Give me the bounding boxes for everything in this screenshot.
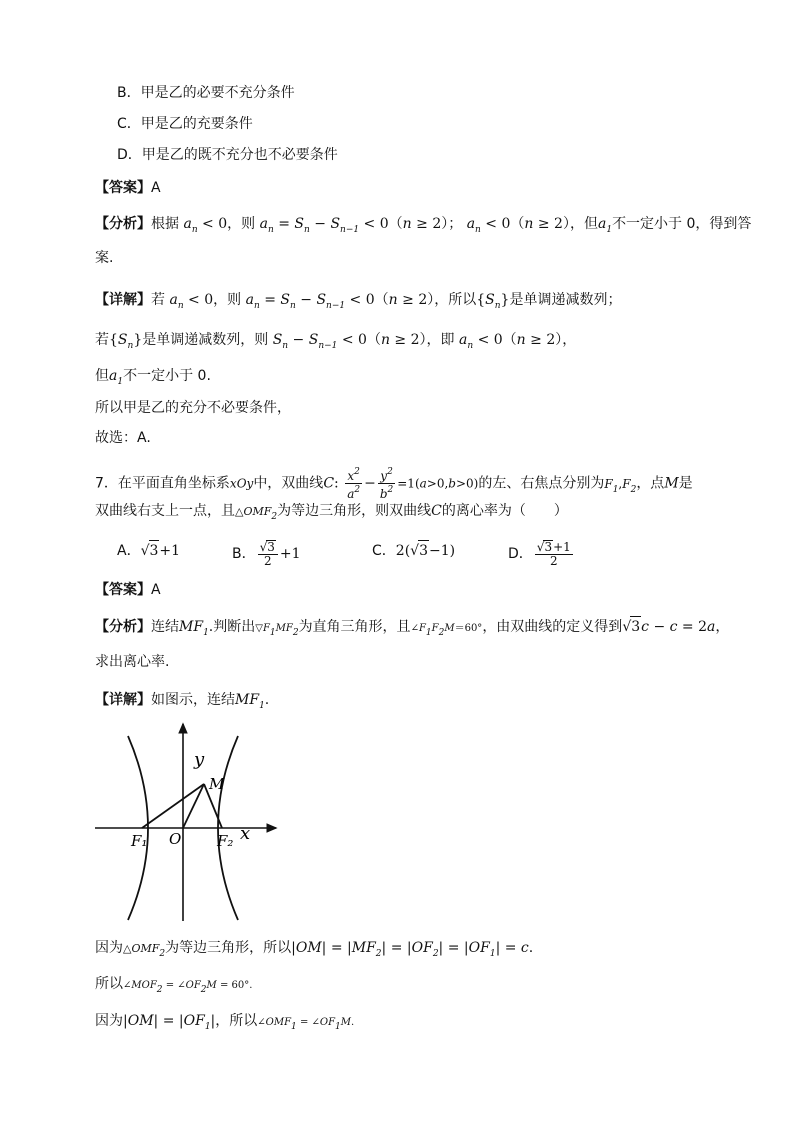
text: 的左、右焦点分别为 xyxy=(478,475,605,492)
text: ，所以 xyxy=(215,1013,258,1029)
q7-analysis xyxy=(95,616,729,643)
text: 不一定小于 0. xyxy=(123,368,211,384)
formula: C xyxy=(431,503,442,519)
text: B． xyxy=(232,546,256,562)
q7-detail-line-1 xyxy=(95,938,533,964)
text: 因为 xyxy=(95,1013,123,1029)
text: C． xyxy=(372,543,396,559)
formula: ∠MOF2 = ∠OF2M = 60°. xyxy=(123,980,253,995)
formula: ∠F1F2M＝60° xyxy=(410,623,483,638)
formula: $|OM| = |OF_1|$ xyxy=(123,1013,216,1032)
text: ，点 xyxy=(636,475,665,492)
formula: $|OM| = |MF_2| = |OF_2| = |OF_1| = c$. xyxy=(291,940,534,959)
formula: $a_n = S_n - S_{n-1} < 0$ xyxy=(259,216,389,235)
label-f1: F₁ xyxy=(131,832,148,850)
text: 所以 xyxy=(95,976,123,992)
text: 双曲线右支上一点，且 xyxy=(95,503,235,519)
text: A． xyxy=(117,543,141,559)
formula: $a_n < 0$ xyxy=(466,216,511,235)
label-m: M xyxy=(209,775,225,793)
text: ， xyxy=(715,619,730,635)
q7-answer xyxy=(95,580,161,600)
q6-analysis-cont: 案. xyxy=(95,250,114,266)
formula: $a_n = S_n - S_{n-1} < 0$ xyxy=(245,292,375,311)
text: ； xyxy=(448,216,463,232)
label-x: x xyxy=(240,823,251,844)
text: 为等边三角形，所以 xyxy=(165,940,292,956)
text: ，即 xyxy=(426,332,455,348)
label-f2: F₂ xyxy=(217,832,234,850)
formula: 2(√3−1) xyxy=(396,543,455,559)
text: 若 xyxy=(95,332,109,348)
text: 如图示，连结 xyxy=(151,692,235,708)
formula: $a_1$ xyxy=(597,216,613,235)
detail-tag: 【详解】 xyxy=(95,292,151,308)
segment-f1-m xyxy=(142,784,204,828)
q6-detail: 【详解】若 $a_n < 0$，则 $a_n = S_n - S_{n-1} < 0(n \ge 2)$，所以$\{S_n\}$是单调递减数列； xyxy=(95,292,622,311)
q7-detail xyxy=(95,690,269,716)
text: 的离心率为（ ） xyxy=(441,503,568,519)
text: 是 xyxy=(678,475,693,492)
formula: $MF_1$ xyxy=(179,619,209,638)
formula: $S_n - S_{n-1} < 0$ xyxy=(272,332,367,351)
formula: ∠OMF1 = ∠OF1M. xyxy=(257,1017,355,1032)
q7-detail-line-3 xyxy=(95,1011,354,1037)
formula: $MF_1$ xyxy=(235,692,265,711)
text: ，则 xyxy=(227,216,256,232)
q6-detail-2: 若$\{S_n\}$是单调递减数列，则 $S_n - S_{n-1} < 0(n \ge 2)$，即 $a_n < 0(n \ge 2)$， xyxy=(95,332,577,351)
answer-tag: 【答案】 xyxy=(95,180,151,196)
answer-value: A xyxy=(151,180,161,196)
formula: C xyxy=(323,475,335,492)
fraction: $\frac{y^2}{b^2}$ xyxy=(379,467,394,501)
formula: $a_n < 0$ xyxy=(169,292,214,311)
formula: M xyxy=(664,475,679,492)
formula: $a_1$ xyxy=(109,368,124,387)
text: 中，双曲线 xyxy=(253,475,324,492)
text: 为等边三角形，则双曲线 xyxy=(277,503,432,519)
formula: $a_n < 0$ xyxy=(183,216,228,235)
q7-option-b: B． $\frac{√3}{2}$ +1 xyxy=(232,540,301,568)
analysis-tag: 【分析】 xyxy=(95,619,151,635)
text: ，由双曲线的定义得到 xyxy=(482,619,623,635)
text: 因为 xyxy=(95,940,123,956)
q7-analysis-cont: 求出离心率. xyxy=(95,654,170,670)
text: 为直角三角形，且 xyxy=(298,619,411,635)
text: 不一定小于 0，得到答 xyxy=(612,216,752,232)
option-b: B．甲是乙的必要不充分条件 xyxy=(117,85,295,101)
text: ，但 xyxy=(569,216,598,232)
text: .判断出 xyxy=(208,619,256,635)
formula: ▽F1MF2 xyxy=(255,623,299,638)
q6-detail-3 xyxy=(95,366,211,392)
label-o: O xyxy=(169,830,182,848)
formula: $\{S_n\}$ xyxy=(476,292,510,311)
fraction: $\frac{√3}{2}$ xyxy=(258,540,278,568)
formula: $\{S_n\}$ xyxy=(109,332,143,351)
q7-option-a xyxy=(117,540,180,561)
q6-answer xyxy=(95,178,161,198)
q7-detail-line-2 xyxy=(95,974,252,1000)
text: 但 xyxy=(95,368,109,384)
q6-detail-4: 所以甲是乙的充分不必要条件， xyxy=(95,400,291,416)
text: 连结 xyxy=(151,619,179,635)
formula: $\triangle OMF_2$ xyxy=(123,942,166,959)
label-y: y xyxy=(194,749,205,770)
option-d: D．甲是乙的既不充分也不必要条件 xyxy=(117,147,338,163)
answer-tag: 【答案】 xyxy=(95,582,151,598)
text: ， xyxy=(562,332,577,348)
fraction: $\frac{x^2}{a^2}$ xyxy=(347,467,361,501)
formula: $\triangle OMF_2$ xyxy=(235,505,278,522)
option-c: C．甲是乙的充要条件 xyxy=(117,116,253,132)
text: 根据 xyxy=(151,216,179,232)
formula: $F_1,F_2$ xyxy=(604,476,637,495)
text: 若 xyxy=(151,292,165,308)
text: ，则 xyxy=(213,292,242,308)
q7-option-c xyxy=(372,540,455,561)
answer-value: A xyxy=(151,582,161,598)
formula: xOy xyxy=(229,476,254,491)
hyperbola-figure xyxy=(90,718,290,923)
text: 7．在平面直角坐标系 xyxy=(95,475,230,492)
formula: √3+1 xyxy=(141,543,180,559)
detail-tag: 【详解】 xyxy=(95,692,151,708)
text: D． xyxy=(508,546,533,562)
text: . xyxy=(264,692,270,708)
formula: $a_n < 0$ xyxy=(458,332,503,351)
formula: √3c − c = 2a xyxy=(622,619,715,635)
text: ，所以 xyxy=(434,292,477,308)
fraction: $\frac{√3+1}{2}$ xyxy=(536,540,571,568)
q7-stem-2 xyxy=(95,501,568,527)
q7-stem: 7．在平面直角坐标系xOy中，双曲线C: $\frac{x^2}{a^2}$ − $\frac{y^2}{b^2}$ =1(a>0,b>0)的左、右焦点分别为$F_1,F_2$，点M是 xyxy=(95,467,693,501)
text: 是单调递减数列，则 xyxy=(142,332,269,348)
q7-option-d xyxy=(508,540,575,568)
analysis-tag: 【分析】 xyxy=(95,216,151,232)
q6-analysis: 【分析】根据 $a_n < 0$，则 $a_n = S_n - S_{n-1} < 0(n \ge 2)$； $a_n < 0(n \ge 2)$，但$a_1$不一定小于 0，得到答 xyxy=(95,216,752,235)
q6-detail-5: 故选：A. xyxy=(95,430,151,446)
text: 是单调递减数列； xyxy=(509,292,622,308)
